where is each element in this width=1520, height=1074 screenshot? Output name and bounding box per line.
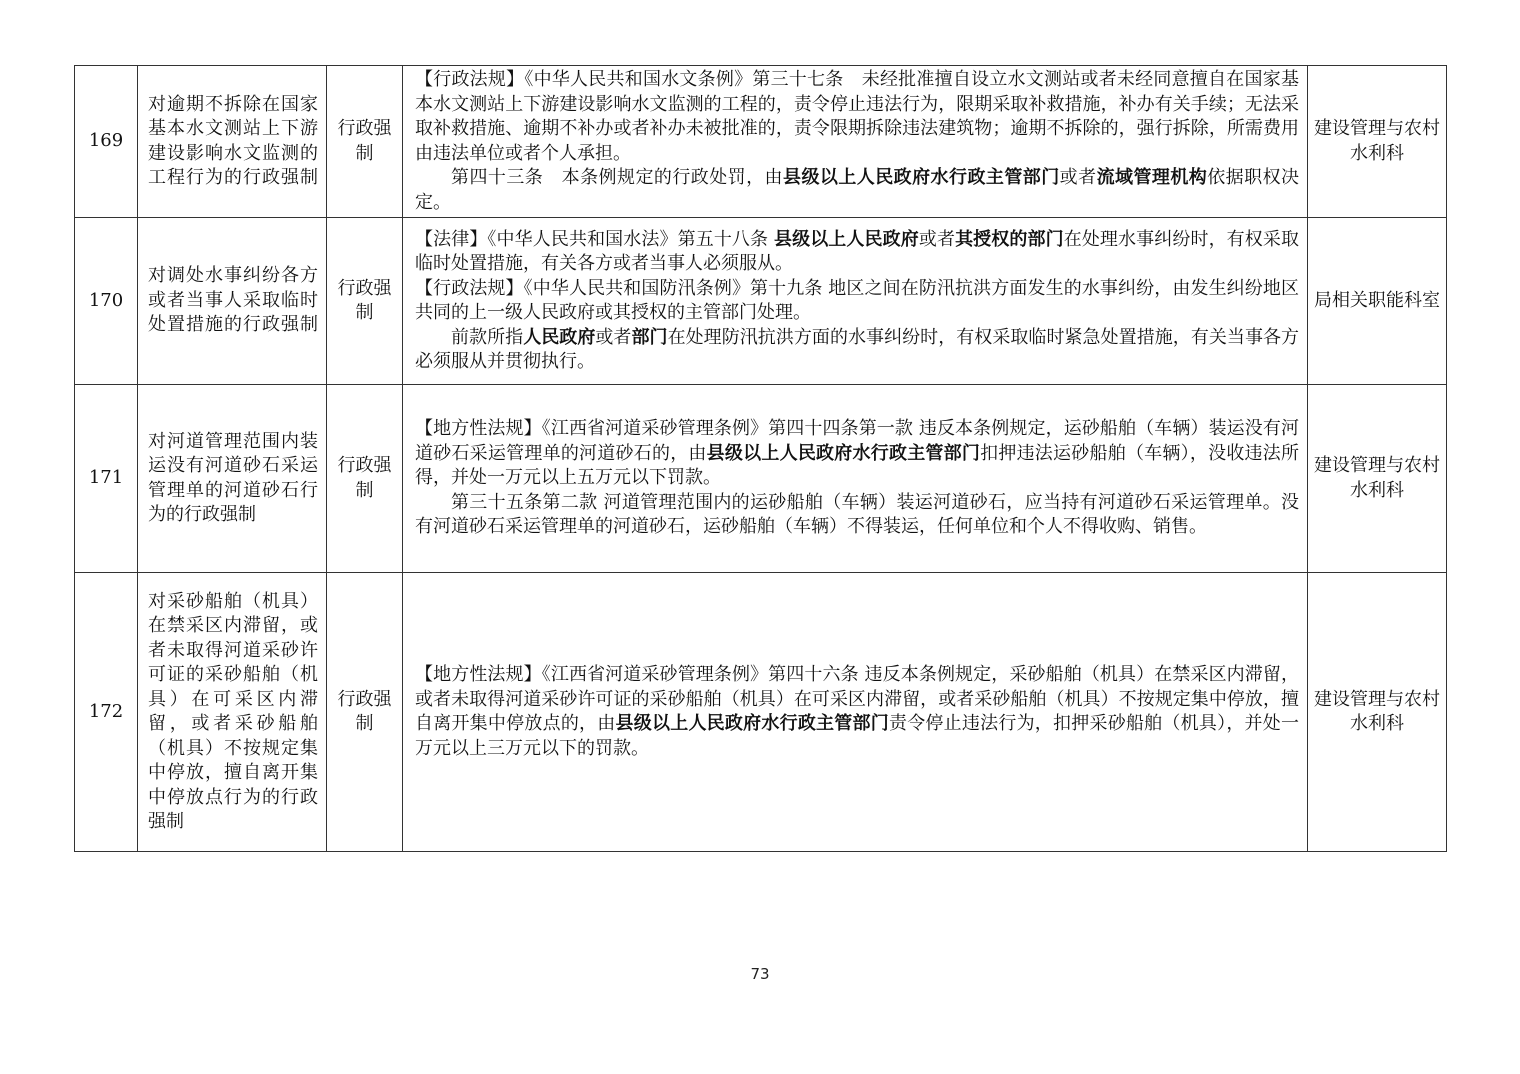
basis-paragraph <box>415 166 1299 215</box>
basis-text: 或者 <box>595 326 632 348</box>
item-type: 行政强制 <box>327 573 403 852</box>
legal-basis <box>403 573 1308 852</box>
basis-paragraph: 【行政法规】《中华人民共和国防汛条例》第十九条 地区之间在防汛抗洪方面发生的水事纠纷，由发生纠纷地区共同的上一级人民政府或其授权的主管部门处理。 <box>415 277 1299 323</box>
department: 建设管理与农村水利科 <box>1308 385 1447 573</box>
item-name: 对河道管理范围内装运没有河道砂石采运管理单的河道砂石行为的行政强制 <box>138 385 327 573</box>
basis-paragraph: 【行政法规】《中华人民共和国水文条例》第三十七条 未经批准擅自设立水文测站或者未经同意擅自在国家基本水文测站上下游建设影响水文监测的工程的，责令停止违法行为，限期采取补救措施，补办有关手续；无法采取补救措施、逾期不补办或者补办未被批准的，责令限期拆除违法建筑物；逾期不拆除的，强行拆除，所需费用由违法单位或者个人承担。 <box>415 69 1299 164</box>
department: 建设管理与农村水利科 <box>1308 573 1447 852</box>
bold-authority: 人民政府 <box>523 326 596 348</box>
bold-authority: 县级以上人民政府水行政主管部门 <box>706 442 981 464</box>
bold-authority: 其授权的部门 <box>955 228 1064 250</box>
row-number: 169 <box>75 66 138 218</box>
item-name: 对调处水事纠纷各方或者当事人采取临时处置措施的行政强制 <box>138 218 327 385</box>
basis-paragraph <box>415 417 1299 491</box>
basis-text: 责令停止违法行为，扣押采砂船舶（机具），并处一万元以上三万元以下的罚款。 <box>415 713 1300 759</box>
row-number: 172 <box>75 573 138 852</box>
department: 建设管理与农村水利科 <box>1308 66 1447 218</box>
basis-text: 或者 <box>1059 167 1097 188</box>
bold-authority: 流域管理机构 <box>1096 167 1208 188</box>
basis-text: 在处理防汛抗洪方面的水事纠纷时，有权采取临时紧急处置措施，有关当事各方必须服从并贯彻执行。 <box>415 326 1300 372</box>
department: 局相关职能科室 <box>1308 218 1447 385</box>
legal-basis <box>403 66 1308 218</box>
item-name: 对采砂船舶（机具）在禁采区内滞留，或者未取得河道采砂许可证的采砂船舶（机具）在可采区内滞留，或者采砂船舶（机具）不按规定集中停放，擅自离开集中停放点行为的行政强制 <box>138 573 327 852</box>
table-row <box>75 385 1447 573</box>
basis-text: 【法律】《中华人民共和国水法》第五十八条 <box>415 228 774 250</box>
row-number: 170 <box>75 218 138 385</box>
basis-text: 前款所指 <box>451 326 524 348</box>
page-number: 73 <box>750 965 770 983</box>
row-number: 171 <box>75 385 138 573</box>
legal-basis <box>403 385 1308 573</box>
bold-authority: 县级以上人民政府水行政主管部门 <box>783 167 1060 188</box>
bold-authority: 县级以上人民政府 <box>773 228 919 250</box>
basis-paragraph <box>415 326 1299 375</box>
basis-text: 【地方性法规】《江西省河道采砂管理条例》第四十四条第一款 违反本条例规定，运砂船舶（车辆）装运没有河道砂石采运管理单的河道砂石的，由 <box>415 418 1299 464</box>
basis-text: 【地方性法规】《江西省河道采砂管理条例》第四十六条 违反本条例规定，采砂船舶（机具）在禁采区内滞留，或者未取得河道采砂许可证的采砂船舶（机具）在可采区内滞留，或者采砂船舶（机具）不按规定集中停放，擅自离开集中停放点的，由 <box>415 664 1299 734</box>
basis-text: 第四十三条 本条例规定的行政处罚，由 <box>451 167 783 188</box>
basis-paragraph: 第三十五条第二款 河道管理范围内的运砂船舶（车辆）装运河道砂石，应当持有河道砂石采运管理单。没有河道砂石采运管理单的河道砂石，运砂船舶（车辆）不得装运，任何单位和个人不得收购、销售。 <box>415 491 1299 538</box>
basis-text: 依据职权决定。 <box>415 167 1300 213</box>
legal-basis <box>403 218 1308 385</box>
basis-text: 在处理水事纠纷时，有权采取临时处置措施，有关各方或者当事人必须服从。 <box>415 228 1300 274</box>
bold-authority: 部门 <box>631 326 668 348</box>
item-type: 行政强制 <box>327 218 403 385</box>
table-row <box>75 573 1447 852</box>
basis-paragraph <box>415 663 1299 761</box>
table-row <box>75 218 1447 385</box>
item-type: 行政强制 <box>327 385 403 573</box>
item-name: 对逾期不拆除在国家基本水文测站上下游建设影响水文监测的工程行为的行政强制 <box>138 66 327 218</box>
item-type: 行政强制 <box>327 66 403 218</box>
bold-authority: 县级以上人民政府水行政主管部门 <box>615 713 889 734</box>
enforcement-table <box>74 65 1447 852</box>
basis-paragraph <box>415 228 1299 277</box>
basis-text: 或者 <box>918 228 956 250</box>
table-row <box>75 66 1447 218</box>
basis-text: 扣押违法运砂船舶（车辆），没收违法所得，并处一万元以上五万元以下罚款。 <box>415 442 1300 489</box>
